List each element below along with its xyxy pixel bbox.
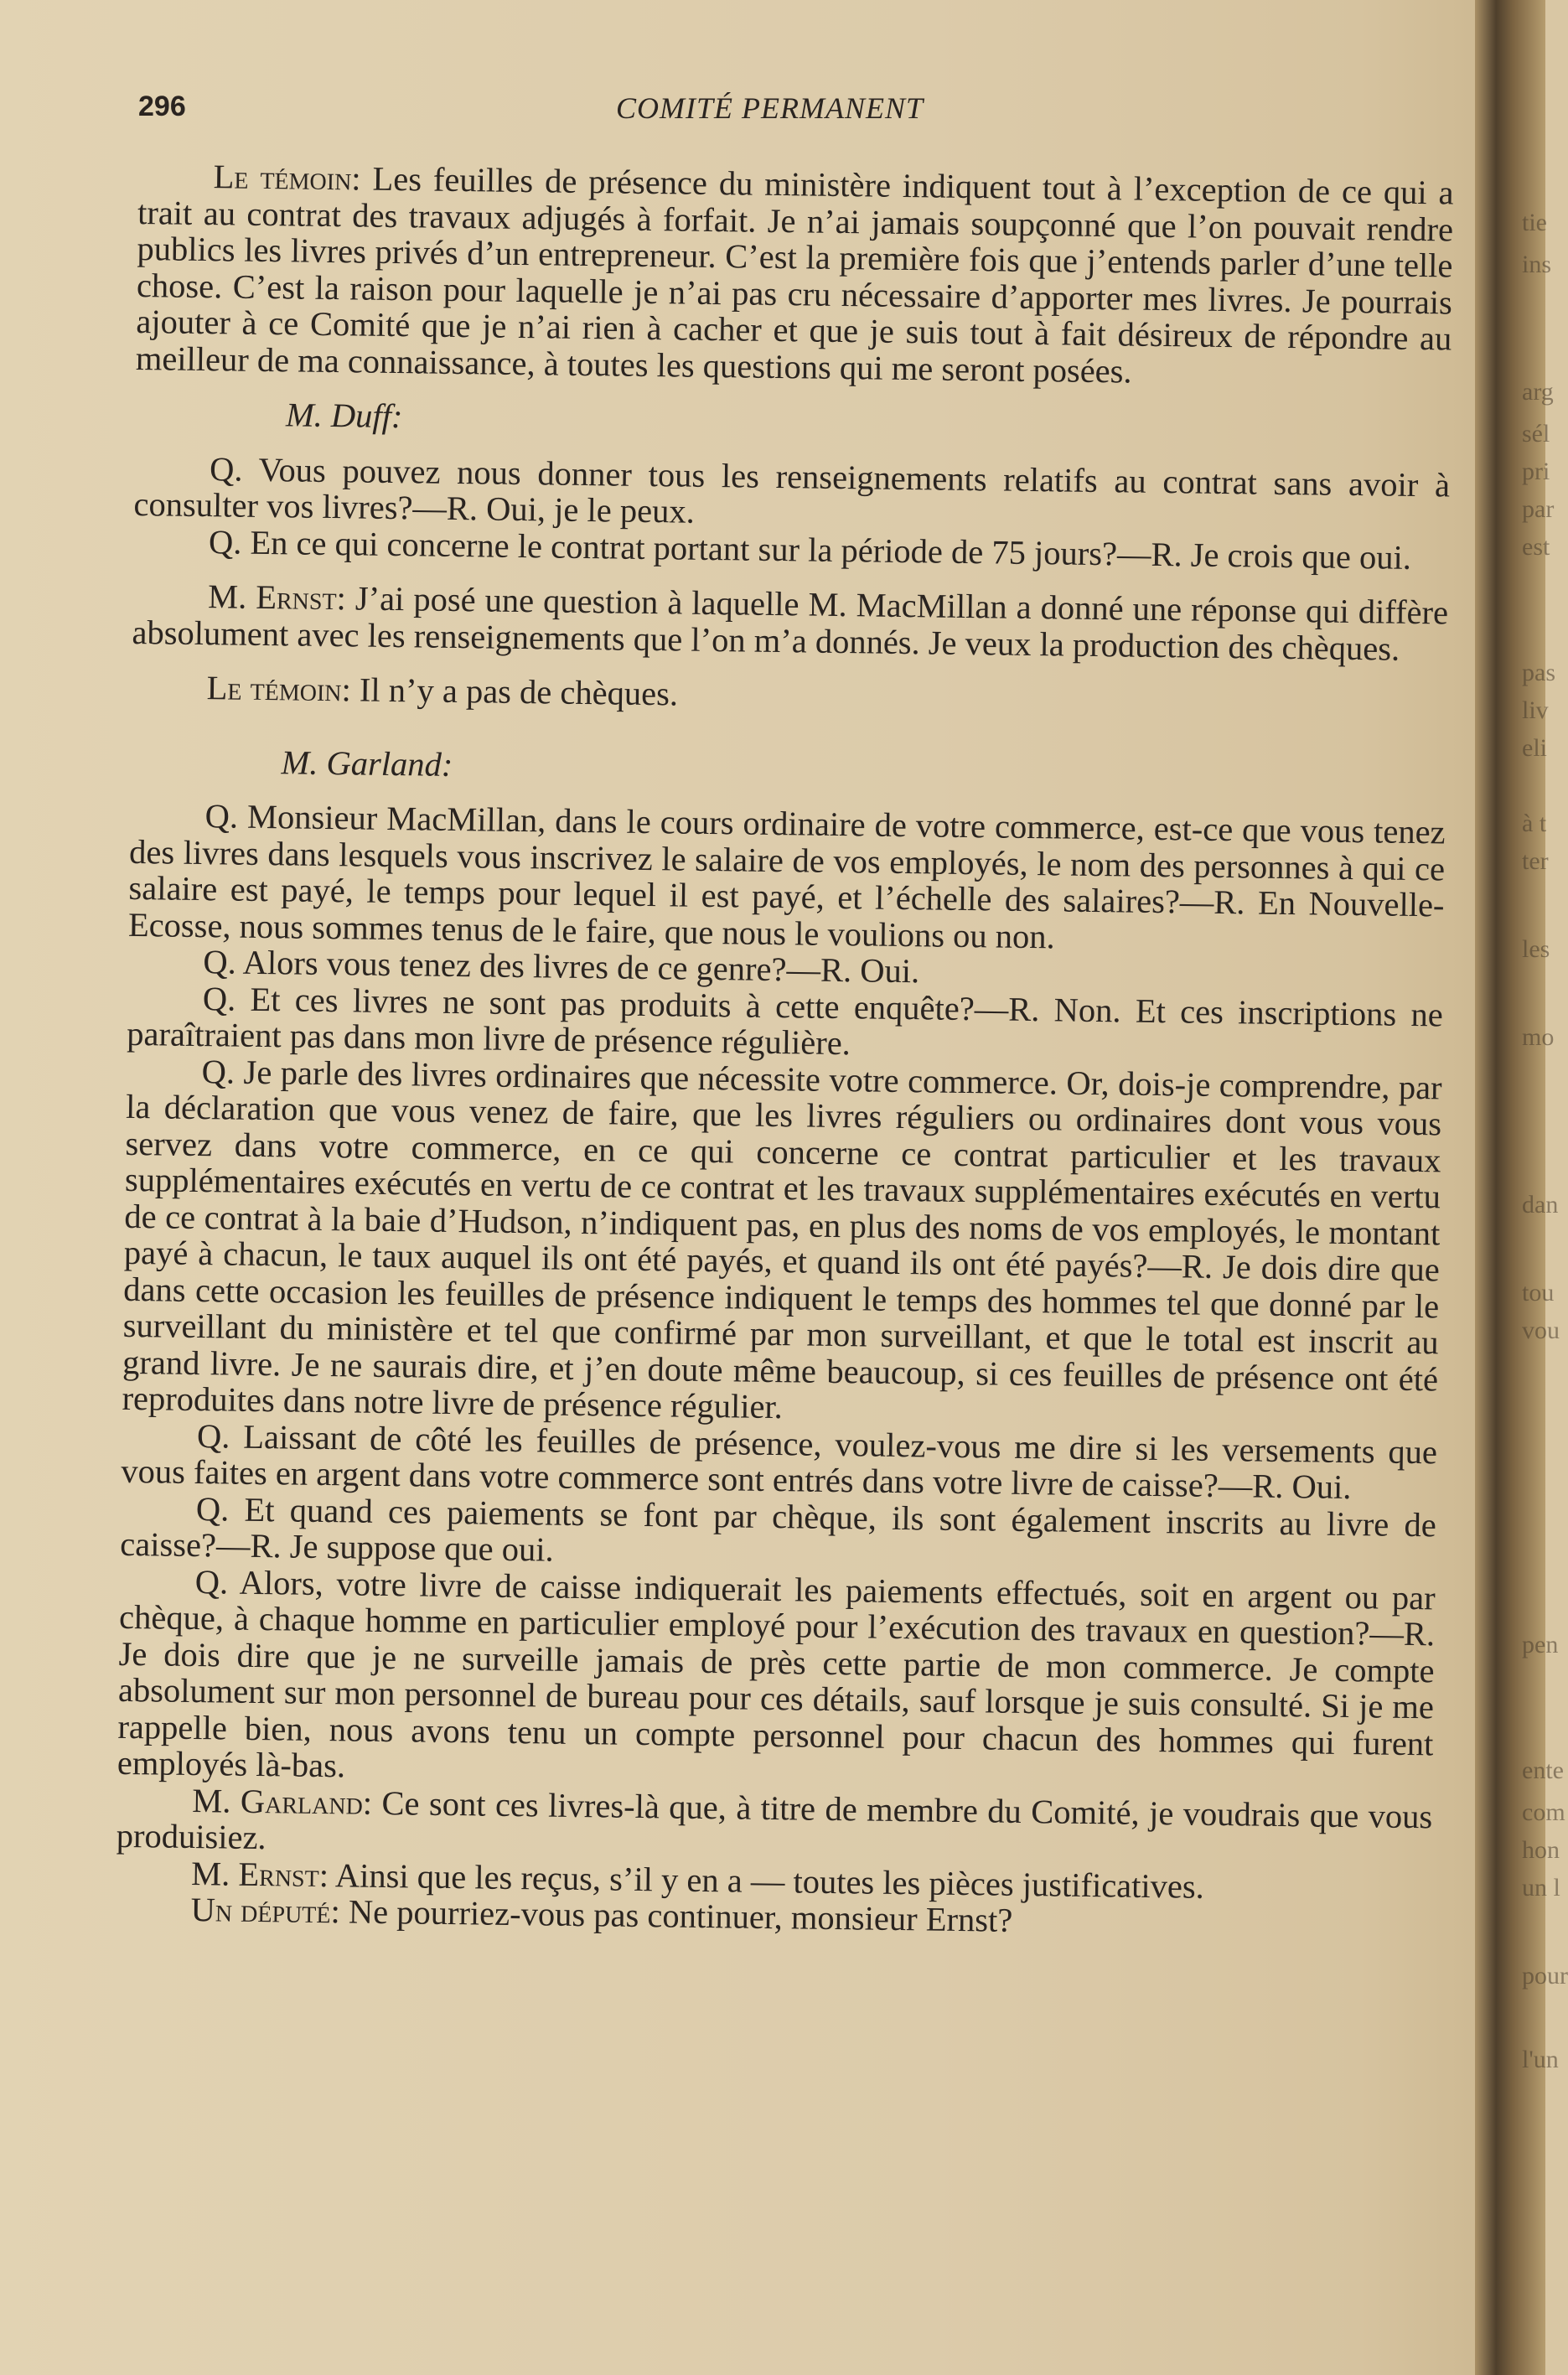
bleed-fragment: ins <box>1522 251 1552 278</box>
testimony-paragraph <box>136 158 1454 394</box>
testimony-paragraph <box>132 577 1448 668</box>
bleed-fragment: les <box>1522 935 1550 963</box>
paragraph-text: Ainsi que les reçus, s’il y en a — toutes les pièces justificatives. <box>328 1855 1205 1906</box>
bleed-fragment: pen <box>1522 1631 1559 1658</box>
bleed-fragment: sél <box>1522 420 1550 448</box>
bleed-fragment: dan <box>1522 1191 1559 1219</box>
question-answer: Q. En ce qui concerne le contrat portant sur la période de 75 jours?—R. Je crois que oui. <box>208 522 1412 577</box>
paragraph-text: Ce sont ces livres-là que, à titre de membre du Comité, je voudrais que vous produisiez. <box>116 1783 1433 1857</box>
speaker-label: Le témoin: <box>213 158 361 198</box>
bleed-fragment: tie <box>1522 209 1547 236</box>
speaker-label: M. Ernst: <box>207 577 347 618</box>
question-answer: Q. Alors, votre livre de caisse indiquerait les paiements effectués, soit en argent ou par chèque, à chaque homme en particulier employé pour l’exécution des travaux en question?—R. Je dois dire que je ne surveille jamais de près cette partie de mon commerce. Je compte absolument sur mon personnel de bureau pour ces détails, sauf lorsque je suis consulté. Si je me rappelle bien, nous avons tenu un compte personnel pour chacun des hommes qui furent employés là-bas. <box>116 1562 1436 1785</box>
bleed-fragment: pri <box>1522 458 1550 485</box>
questioner-heading: M. Duff: <box>285 396 403 436</box>
bleed-fragment: un l <box>1522 1874 1560 1902</box>
bleed-fragment: tou <box>1522 1279 1555 1307</box>
body-text <box>115 158 1454 1944</box>
running-head: COMITÉ PERMANENT <box>616 91 924 125</box>
speaker-label: Le témoin: <box>206 669 352 709</box>
paragraph-text: Les feuilles de présence du ministère indiquent tout à l’exception de ce qui a trait au contrat des travaux adjugés à forfait. Je n’ai jamais soupçonné que l’on pouvait rendre publics les livres privés d’un entrepreneur. C’est la première fois que j’entends parler d’une telle chose. C’est la raison pour laquelle je n’ai pas cru nécessaire d’apporter mes livres. Je pourrais ajouter à ce Comité que je n’ai rien à cacher et que je suis tout à fait désireux de répondre au meilleur de ma connaissance, à toutes les questions qui me seront posées. <box>135 159 1454 391</box>
paragraph-text: Il n’y a pas de chèques. <box>350 670 679 713</box>
speaker-label: M. Ernst: <box>190 1854 329 1894</box>
bleed-fragment: vou <box>1522 1317 1560 1344</box>
bleed-fragment: l'un <box>1522 2046 1559 2073</box>
question-answer: Q. Vous pouvez nous donner tous les renseignements relatifs au contrat sans avoir à consulter vos livres?—R. Oui, je le peux. <box>133 449 1451 530</box>
bleed-fragment: ente <box>1522 1757 1564 1784</box>
bleed-fragment: est <box>1522 533 1550 561</box>
page-header <box>138 91 1345 132</box>
paragraph-text: J’ai posé une question à laquelle M. MacMillan a donné une réponse qui diffère absolument avec les renseignements que l’on m’a donnés. Je veux la production des chèques. <box>132 579 1449 668</box>
question-answer: Q. Et ces livres ne sont pas produits à cette enquête?—R. Non. Et ces inscriptions ne paraîtraient pas dans mon livre de présence régulière. <box>127 979 1444 1063</box>
bleed-fragment: liv <box>1522 696 1549 724</box>
question-answer: Q. Monsieur MacMillan, dans le cours ordinaire de votre commerce, est-ce que vous tenez des livres dans lesquels vous inscrivez le salaire de vos employés, le nom des personnes à qui ce salaire est payé, le temps pour lequel il est payé, et l’échelle des salaires?—R. En Nouvelle-Ecosse, nous sommes tenus de le faire, que nous le voulions ou non. <box>127 797 1446 955</box>
paragraph-text: Ne pourriez-vous pas continuer, monsieur Ernst? <box>339 1892 1013 1939</box>
bleed-fragment: hon <box>1522 1836 1560 1864</box>
questioner-heading: M. Garland: <box>281 743 453 784</box>
speaker-label: Un député: <box>190 1891 341 1931</box>
bleed-fragment: pour <box>1522 1962 1568 1990</box>
page-number: 296 <box>138 91 186 122</box>
question-answer: Q. Laissant de côté les feuilles de présence, voulez-vous me dire si les versements que vous faites en argent dans votre commerce sont entrés dans votre livre de caisse?—R. Oui. <box>121 1416 1438 1507</box>
bleed-fragment: pas <box>1522 659 1555 686</box>
testimony-paragraph <box>131 669 1446 722</box>
question-answer: Q. Je parle des livres ordinaires que nécessite votre commerce. Or, dois-je comprendre, par la déclaration que vous venez de faire, que les livres réguliers ou ordinaires dont vous vous servez dans votre commerce, en ce qui concerne ce contrat particulier et les travaux supplémentaires exécutés en vertu de ce contrat et les travaux supplémentaires exécutés en vertu de ce contrat à la baie d’Hudson, n’indiquent pas, en plus des noms de vos employés, le montant payé à chacun, le taux auquel ils ont été payés, et quand ils ont été payés?—R. Je dois dire que dans cette occasion les feuilles de présence indiquent le temps des hommes tel que donné par le surveillant du ministère et tel que confirmé par mon surveillant, et que le total est inscrit au grand livre. Je ne saurais dire, et j’en doute même beaucoup, si ces feuilles de présence ont été reproduites dans notre livre de présence régulier. <box>122 1052 1442 1426</box>
bleed-fragment: mo <box>1522 1023 1555 1051</box>
bleed-fragment: com <box>1522 1798 1565 1826</box>
question-answer: Q. Et quand ces paiements se font par chèque, ils sont également inscrits au livre de caisse?—R. Je suppose que oui. <box>120 1489 1437 1569</box>
speaker-label: M. Garland: <box>192 1781 373 1822</box>
facing-page-bleed <box>1519 0 1568 2375</box>
question-answer: Q. Alors vous tenez des livres de ce genre?—R. Oui. <box>203 943 920 991</box>
bleed-fragment: eli <box>1522 734 1547 762</box>
bleed-fragment: ter <box>1522 847 1549 875</box>
bleed-fragment: par <box>1522 495 1555 523</box>
bleed-fragment: arg <box>1522 378 1554 406</box>
bleed-fragment: à t <box>1522 810 1547 837</box>
